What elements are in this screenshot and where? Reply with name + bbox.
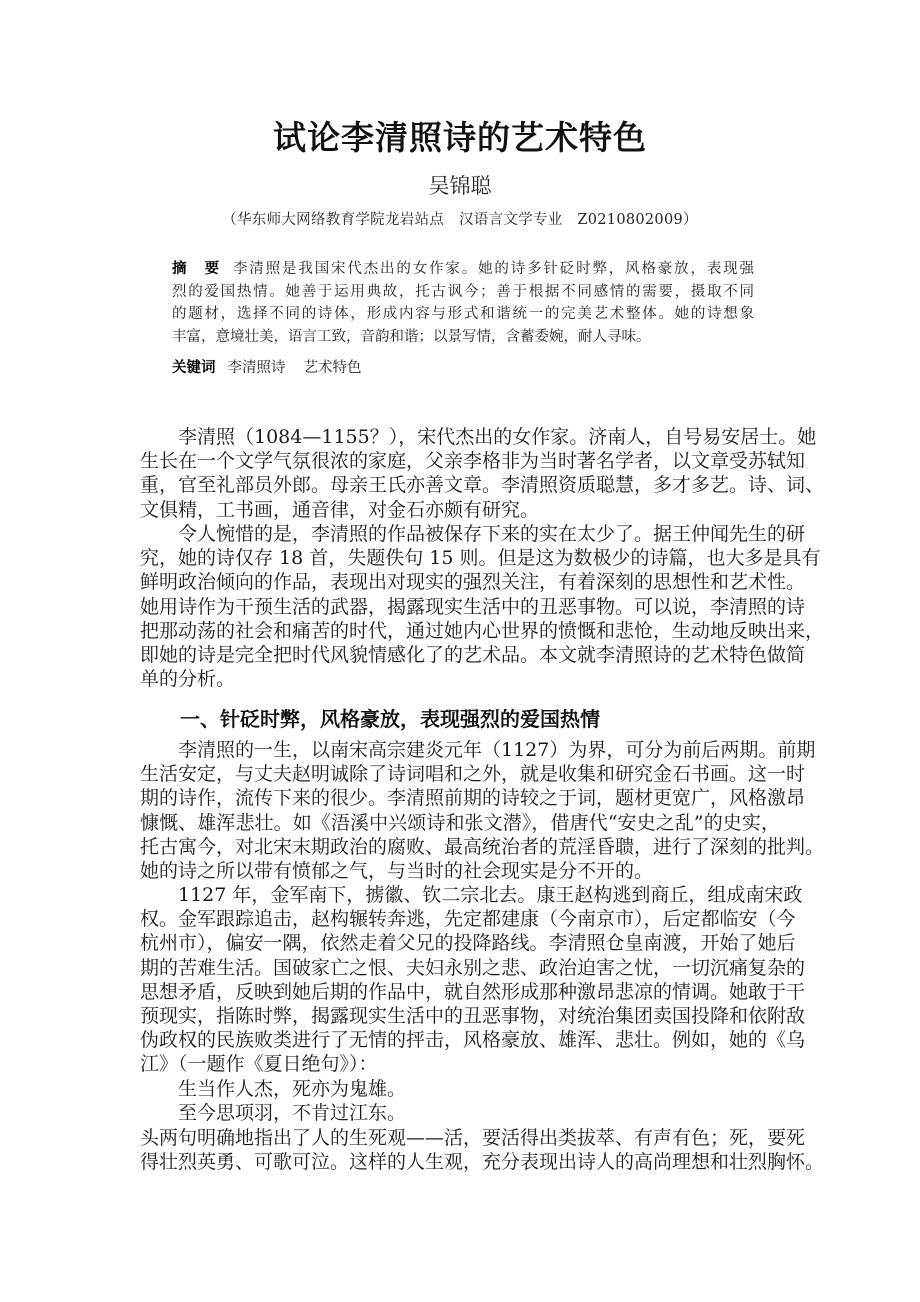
section1-paragraph-3: 头两句明确地指出了人的生死观——活，要活得出类拔萃、有声有色；死，要死 得壮烈英勇、可歌可泣。这样的人生观，充分表现出诗人的高尚理想和壮烈胸怀。 bbox=[140, 1127, 825, 1174]
intro-paragraph-1: 李清照（1084—1155？），宋代杰出的女作家。济南人，自号易安居士。她 生长在一个文学气氛很浓的家庭，父亲李格非为当时著名学者，以文章受苏轼知 重，官至礼部员外郎。母亲王氏亦善文章。李清照资质聪慧，多才多艺。诗、词、 文俱精，工书画，通音律，对金石亦颇有研究。 bbox=[140, 426, 825, 521]
section-heading: 一、针砭时弊，风格豪放，表现强烈的爱国热情 bbox=[180, 707, 600, 731]
poem-line: 生当作人杰，死亦为鬼雄。 bbox=[178, 1078, 407, 1100]
author-name: 吴锦聪 bbox=[428, 174, 492, 198]
abstract bbox=[172, 258, 754, 348]
poem-line: 至今思项羽，不肯过江东。 bbox=[178, 1102, 407, 1125]
abstract-line: 摘 要 李清照是我国宋代杰出的女作家。她的诗多针砭时弊，风格豪放，表现强 bbox=[172, 261, 754, 277]
author-affiliation: （华东师大网络教育学院龙岩站点 汉语言文学专业 Z0210802009） bbox=[222, 212, 698, 228]
paper-title: 试论李清照诗的艺术特色 bbox=[273, 118, 647, 157]
abstract-line: 的题材，选择不同的诗体，形成内容与形式和谐统一的完美艺术整体。她的诗想象 bbox=[172, 306, 754, 322]
keyword: 李清照诗 bbox=[227, 360, 286, 376]
keywords bbox=[172, 356, 380, 377]
abstract-line: 烈的爱国热情。她善于运用典故，托古讽今；善于根据不同感情的需要，摄取不同 bbox=[172, 283, 754, 300]
section1-paragraph-2: 1127 年，金军南下，掳徽、钦二宗北去。康王赵构逃到商丘，组成南宋政 权。金军跟踪追击，赵构辗转奔逃，先定都建康（今南京市），后定都临安（今 杭州市），偏安一隅，依然走着父兄的投降路线。李清照仓皇南渡，开始了她后 期的苦难生活。国破家亡之恨、夫妇永别之悲、政治迫害之忧，一切沉痛复杂的 思想矛盾，反映到她后期的作品中，就自然形成那种激昂悲凉的情调。她敢于干 预现实，指陈时弊，揭露现实生活中的丑恶事物，对统治集团卖国投降和依附敌 伪政权的民族败类进行了无情的抨击，风格豪放、雄浑、悲壮。例如，她的《乌 江》（一题作《夏日绝句》）： bbox=[140, 884, 806, 1076]
keyword: 艺术特色 bbox=[303, 360, 362, 376]
intro-paragraph-2: 令人惋惜的是，李清照的作品被保存下来的实在太少了。据王仲闻先生的研 究，她的诗仅存 18 首，失题佚句 15 则。但是这为数极少的诗篇，也大多是具有 鲜明政治倾向的作品，表现出对现实的强烈关注，有着深刻的思想性和艺术性。 她用诗作为干预生活的武器，揭露现实生活中的丑恶事物。可以说，李清照的诗 把那动荡的社会和痛苦的时代，通过她内心世界的愤慨和悲怆，生动地反映出来， 即她的诗是完全把时代风貌情感化了的艺术品。本文就李清照诗的艺术特色做简 单的分析。 bbox=[140, 523, 825, 691]
section1-paragraph-1: 李清照的一生，以南宋高宗建炎元年（1127）为界，可分为前后两期。前期 生活安定，与丈夫赵明诚除了诗词唱和之外，就是收集和研究金石书画。这一时 期的诗作，流传下来的很少。李清照前期的诗较之于词，题材更宽广，风格激昂 慷慨、雄浑悲壮。如《浯溪中兴颂诗和张文潜》，借唐代“安史之乱”的史实， 托古寓今，对北宋末期政治的腐败、最高统治者的荒淫昏聩，进行了深刻的批判。 她的诗之所以带有愤郁之气，与当时的社会现实是分不开的。 bbox=[140, 739, 825, 882]
poem-quote bbox=[140, 1077, 780, 1125]
abstract-label: 摘 要 bbox=[172, 261, 222, 277]
abstract-line: 丰富，意境壮美，语言工致，音韵和谐；以景写情，含蓄委婉，耐人寻味。 bbox=[172, 328, 651, 345]
keywords-label: 关键词 bbox=[172, 360, 216, 376]
